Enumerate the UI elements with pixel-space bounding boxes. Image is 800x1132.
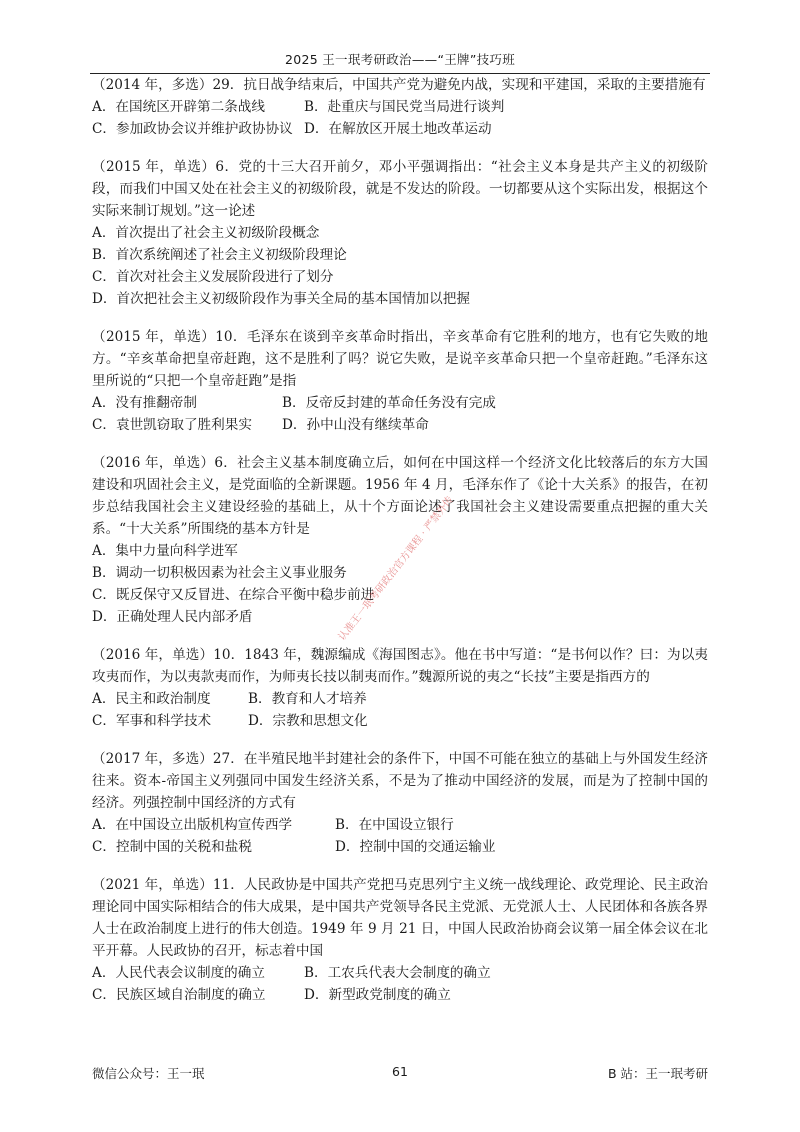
option-a: A．在国统区开辟第二条战线 [92,99,265,115]
option-b: B．首次系统阐述了社会主义初级阶段理论 [92,247,347,263]
option-a: A．没有推翻帝制 [92,395,197,411]
option-d: D．孙中山没有继续革命 [282,417,429,433]
question-2021-11 [92,874,708,1006]
question-stem: （2016 年，单选）6．社会主义基本制度确立后，如何在中国这样一个经济文化比较落后的东方大国建设和巩固社会主义，是党面临的全新课题。1956 年 4 月，毛泽东作了《论十大关系》的报告，在初步总结我国社会主义建设经验的基础上，从十个方面论述了我国社会主义建设需要重点把握的重大关系。“十大关系”所围绕的基本方针是 [92,455,708,537]
question-stem: （2017 年，多选）27．在半殖民地半封建社会的条件下，中国不可能在独立的基础上与外国发生经济往来。资本-帝国主义列强同中国发生经济关系，不是为了推动中国经济的发展，而是为了控制中国的经济。列强控制中国经济的方式有 [92,751,708,811]
question-stem: （2014 年，多选）29．抗日战争结束后，中国共产党为避免内战，实现和平建国，采取的主要措施有 [92,77,706,93]
options [92,688,708,732]
question-stem: （2015 年，单选）6．党的十三大召开前夕，邓小平强调指出：“社会主义本身是共产主义的初级阶段，而我们中国又处在社会主义的初级阶段，就是不发达的阶段。一切都要从这个实际出发，根据这个实际来制订规划。”这一论述 [92,159,708,219]
watermark-stamp: 认准王一珉考研政治官方课程 · 严禁外传 [336,494,456,643]
option-b: B．教育和人才培养 [248,691,367,707]
options [92,222,708,310]
option-b: B．赴重庆与国民党当局进行谈判 [304,99,505,115]
option-a: A．集中力量向科学进军 [92,543,238,559]
option-c: C．既反保守又反冒进、在综合平衡中稳步前进 [92,587,375,603]
option-c: C．首次对社会主义发展阶段进行了划分 [92,269,334,285]
question-stem: （2021 年，单选）11．人民政协是中国共产党把马克思列宁主义统一战线理论、政党理论、民主政治理论同中国实际相结合的伟大成果，是中国共产党领导各民主党派、无党派人士、人民团体和各族各界人士在政治制度上进行的伟大创造。1949 年 9 月 21 日，中国人民政治协商会议第一届全体会议在北平开幕。人民政协的召开，标志着中国 [92,877,708,959]
question-2016-10 [92,644,708,732]
option-b: B．反帝反封建的革命任务没有完成 [282,395,496,411]
option-c: C．参加政协会议并维护政协协议 [92,121,293,137]
question-2016-6 [92,452,708,628]
options [92,962,708,1006]
option-d: D．新型政党制度的确立 [304,987,451,1003]
question-stem: （2015 年，单选）10．毛泽东在谈到辛亥革命时指出，辛亥革命有它胜利的地方，也有它失败的地方。“辛亥革命把皇帝赶跑，这不是胜利了吗？说它失败，是说辛亥革命只把一个皇帝赶跑。”毛泽东这里所说的“只把一个皇帝赶跑”是指 [92,329,708,389]
options [92,814,708,858]
option-a: A．民主和政治制度 [92,691,211,707]
page-number: 61 [392,1064,408,1079]
header-title: 2025 王一珉考研政治——“王牌”技巧班 [284,52,516,67]
option-d: D．宗教和思想文化 [248,713,368,729]
question-2015-6 [92,156,708,310]
option-b: B．在中国设立银行 [335,817,454,833]
option-b: B．调动一切积极因素为社会主义事业服务 [92,565,347,581]
page-header [90,50,710,74]
option-c: C．民族区域自治制度的确立 [92,987,266,1003]
question-2015-10 [92,326,708,436]
options [92,96,708,140]
option-a: A．在中国设立出版机构宣传西学 [92,817,293,833]
question-stem: （2016 年，单选）10．1843 年，魏源编成《海国图志》。他在书中写道：“是书何以作？曰：为以夷攻夷而作，为以夷款夷而作，为师夷长技以制夷而作。”魏源所说的夷之“长技”主要是指西方的 [92,647,708,685]
footer-bilibili: B 站：王一珉考研 [607,1066,708,1081]
option-d: D．控制中国的交通运输业 [335,839,496,855]
option-a: A．首次提出了社会主义初级阶段概念 [92,225,320,241]
option-b: B．工农兵代表大会制度的确立 [304,965,491,981]
option-d: D．在解放区开展土地改革运动 [304,121,492,137]
page-footer [92,1064,708,1082]
question-2014-29 [92,74,708,140]
option-d: D．首次把社会主义初级阶段作为事关全局的基本国情加以把握 [92,291,470,307]
option-a: A．人民代表会议制度的确立 [92,965,265,981]
option-c: C．袁世凯窃取了胜利果实 [92,417,252,433]
option-c: C．军事和科学技术 [92,713,212,729]
option-d: D．正确处理人民内部矛盾 [92,609,253,625]
footer-wechat: 微信公众号：王一珉 [92,1066,205,1081]
question-2017-27 [92,748,708,858]
option-c: C．控制中国的关税和盐税 [92,839,252,855]
options [92,392,708,436]
